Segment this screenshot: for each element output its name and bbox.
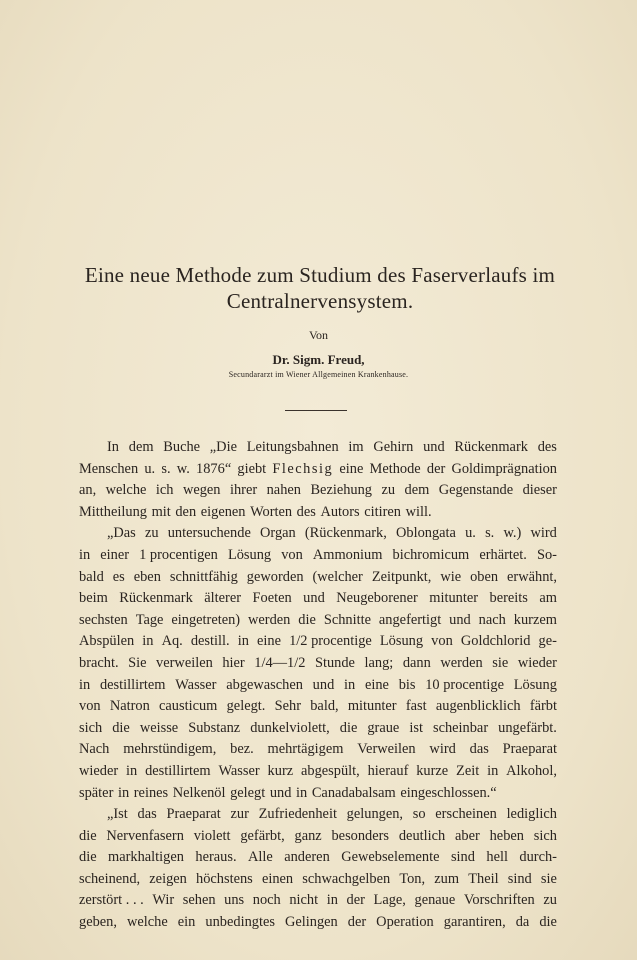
word: lediglich (506, 806, 557, 823)
word: die (79, 849, 97, 866)
word: sind (507, 870, 532, 887)
word: wieder (79, 762, 119, 779)
word: im (348, 439, 364, 455)
word: Alle (248, 849, 273, 866)
word: nicht (289, 892, 319, 909)
word: Autors (320, 503, 360, 520)
word: des (296, 503, 316, 520)
word: ich (155, 482, 174, 499)
word: durch- (519, 849, 557, 866)
word: wegen (182, 482, 221, 499)
word: fast (405, 698, 427, 715)
word: zeigen (149, 870, 187, 887)
word: kurz (267, 762, 294, 779)
word: Operation (376, 914, 434, 931)
word: am (539, 590, 557, 607)
word: hell (486, 849, 508, 866)
word: aber (455, 827, 480, 844)
word: und (269, 784, 292, 801)
word: sie (492, 654, 509, 671)
word: nach (478, 611, 506, 628)
word: sind (450, 849, 475, 866)
word: welche (105, 482, 147, 499)
word: In (107, 439, 119, 455)
word: Goldimprägnation (451, 460, 557, 477)
word: Buche (163, 439, 201, 455)
word: dunkelviolett, (250, 719, 330, 736)
word: citiren (364, 503, 401, 520)
body-line (79, 847, 557, 869)
word: werden (440, 654, 483, 671)
word: ganz (294, 827, 322, 844)
word: graue (367, 719, 400, 736)
word: „Die (209, 439, 237, 455)
word: gelegt (230, 784, 266, 801)
word: ist (409, 719, 423, 736)
word: mit (151, 503, 171, 520)
word: besonders (331, 827, 390, 844)
word: höchstens (196, 870, 253, 887)
title-line-1: Eine neue Methode zum Studium des Faserverlaufs im (84, 263, 556, 287)
word: nahen (266, 482, 301, 499)
word: unbedingtes (205, 914, 275, 931)
word: eine (257, 633, 281, 650)
word: Zeitpunkt, (371, 568, 432, 585)
word: Lösung (379, 633, 424, 650)
word: des (537, 439, 557, 455)
word: abgewaschen (226, 676, 303, 693)
word: Flechsig (272, 460, 334, 477)
word: Canadabalsam (311, 784, 396, 801)
word: mitunter (347, 698, 397, 715)
word: Lösung (513, 676, 557, 693)
word: scheinbar (432, 719, 489, 736)
word: bez. (230, 741, 254, 758)
word: s. (485, 525, 495, 542)
word: wird (429, 741, 456, 758)
word: destill. (190, 633, 230, 650)
word: dem (128, 439, 154, 455)
word: Ammonium (312, 546, 383, 563)
word: Mittheilung (79, 503, 147, 520)
word: w.) (503, 525, 522, 542)
word: da (515, 914, 530, 931)
word: gelegt. (226, 698, 266, 715)
word: Gegenstande (438, 482, 514, 499)
word: 1876“ (196, 460, 232, 477)
word: 1/2 procentige (289, 633, 372, 650)
word: Beziehung (310, 482, 372, 499)
word: Sie (128, 654, 147, 671)
word: erhärtet. (479, 546, 527, 563)
word: Schnitte (323, 611, 371, 628)
word: (Rückenmark, (304, 525, 387, 542)
word: das (469, 741, 489, 758)
word: der (426, 460, 446, 477)
word: noch (252, 892, 281, 909)
word: Neugeborener (336, 590, 418, 607)
word: destillirtem (99, 676, 166, 693)
word: will. (405, 503, 432, 520)
body-line (79, 523, 557, 545)
word: sie (540, 870, 557, 887)
word: markhaltigen (108, 849, 184, 866)
body-line (79, 890, 557, 912)
word: eingeschlossen.“ (400, 784, 497, 801)
body-line (79, 826, 557, 848)
word: schwachgelben (302, 870, 391, 887)
word: Wasser (218, 762, 260, 779)
word: Substanz (188, 719, 241, 736)
word: verweilen (156, 654, 213, 671)
word: mehrstündigem, (123, 741, 217, 758)
word: weisse (139, 719, 179, 736)
body-line (79, 480, 557, 502)
body-line (79, 869, 557, 891)
word: 10 procentige (425, 676, 504, 693)
word: Gewebselemente (341, 849, 440, 866)
word: in (142, 633, 154, 650)
word: einer (100, 546, 130, 563)
body-line (79, 437, 557, 459)
word: der (347, 914, 367, 931)
body-line (79, 459, 557, 481)
word: in (79, 546, 91, 563)
word: Organ (260, 525, 296, 542)
word: hier (222, 654, 245, 671)
word: und (423, 439, 445, 455)
word: sechsten (79, 611, 128, 628)
body-line (79, 545, 557, 567)
word: und (312, 676, 335, 693)
word: ein (177, 914, 196, 931)
body-line (79, 653, 557, 675)
word: kurze (416, 762, 449, 779)
word: erscheinen (435, 806, 497, 823)
word: das (137, 806, 157, 823)
word: eine (364, 676, 389, 693)
word: wie (440, 568, 462, 585)
word: bald, (310, 698, 339, 715)
word: Methode (369, 460, 421, 477)
word: garantiren, (443, 914, 506, 931)
word: Gelingen (284, 914, 338, 931)
word: in (126, 762, 138, 779)
word: ge- (538, 633, 557, 650)
word: Menschen (79, 460, 139, 477)
word: causticum (159, 698, 218, 715)
word: Sehr (274, 698, 301, 715)
word: älterer (204, 590, 242, 607)
word: in (344, 676, 356, 693)
word: anderen (284, 849, 330, 866)
word: eben (133, 568, 161, 585)
word: später (79, 784, 114, 801)
title-line-2: Centralnervensystem. (226, 289, 414, 313)
body-line (79, 675, 557, 697)
word: eine (339, 460, 364, 477)
word: mehrtägigem (267, 741, 344, 758)
word: deutlich (398, 827, 446, 844)
word: violett (193, 827, 231, 844)
word: werden (248, 611, 291, 628)
word: Worten (250, 503, 293, 520)
word: zu (381, 482, 396, 499)
word: Natron (109, 698, 150, 715)
word: bald (79, 568, 104, 585)
word: zu (543, 892, 557, 909)
word: Gehirn (373, 439, 414, 455)
body-line (79, 610, 557, 632)
word: den (175, 503, 197, 520)
word: dieser (522, 482, 557, 499)
word: „Das (107, 525, 136, 542)
word: die (298, 611, 316, 628)
word: Nelkenöl (172, 784, 226, 801)
word: einen (261, 870, 294, 887)
word: mitunter (429, 590, 479, 607)
word: in (326, 892, 338, 909)
word: Ton, (399, 870, 426, 887)
word: destillirtem (145, 762, 211, 779)
word: sich (79, 719, 103, 736)
word: geben, (79, 914, 117, 931)
word: Rückenmark (454, 439, 528, 455)
word: 1/4—1/2 (254, 654, 306, 671)
body-text (79, 437, 557, 934)
byline-von: Von (308, 328, 329, 342)
word: eigenen (200, 503, 246, 520)
word: giebt (237, 460, 267, 477)
word: „Ist (107, 806, 128, 823)
body-line (79, 631, 557, 653)
article-title (60, 262, 580, 314)
word: Verweilen (357, 741, 416, 758)
word: heben (489, 827, 524, 844)
word: Praeparat (502, 741, 557, 758)
word: dann (402, 654, 431, 671)
word: Lösung (227, 546, 272, 563)
word: sich (533, 827, 557, 844)
word: und (303, 590, 325, 607)
word: wieder (517, 654, 557, 671)
word: bracht. (79, 654, 119, 671)
word: so (412, 806, 426, 823)
word: Zufriedenheit (258, 806, 337, 823)
word: Leitungsbahnen (246, 439, 339, 455)
word: Praeparat (166, 806, 221, 823)
word: So- (536, 546, 557, 563)
body-line (79, 588, 557, 610)
word: hierauf (367, 762, 409, 779)
word: abgespült, (300, 762, 360, 779)
word: (welcher (312, 568, 363, 585)
word: scheinend, (79, 870, 141, 887)
word: in (79, 676, 91, 693)
word: s. (161, 460, 171, 477)
word: oben (470, 568, 499, 585)
word: Foeten (252, 590, 292, 607)
body-line (79, 739, 557, 761)
body-line (79, 718, 557, 740)
body-line (79, 783, 557, 805)
word: genaue (414, 892, 456, 909)
word: Wasser (175, 676, 217, 693)
word: an, (79, 482, 97, 499)
body-line (79, 567, 557, 589)
word: Nervenfasern (106, 827, 184, 844)
title-divider (285, 410, 347, 411)
word: Wir (152, 892, 175, 909)
word: erwähnt, (507, 568, 557, 585)
word: Zeit (456, 762, 480, 779)
word: reines (133, 784, 169, 801)
word: von (79, 698, 101, 715)
word: heraus. (195, 849, 237, 866)
word: bichromicum (392, 546, 470, 563)
word: kurzem (513, 611, 557, 628)
word: geworden (246, 568, 304, 585)
word: die (339, 719, 358, 736)
word: in (487, 762, 499, 779)
word: schnittfähig (169, 568, 238, 585)
word: sehen (182, 892, 216, 909)
word: wird (530, 525, 557, 542)
word: Tage (135, 611, 164, 628)
word: zu (144, 525, 159, 542)
word: es (112, 568, 125, 585)
word: Stunde (314, 654, 355, 671)
word: Oblongata (395, 525, 456, 542)
word: angefertigt (378, 611, 442, 628)
word: augenblicklich (435, 698, 521, 715)
word: Vorschriften (463, 892, 535, 909)
body-line (79, 502, 557, 524)
word: beim (79, 590, 108, 607)
word: 1 procentigen (139, 546, 218, 563)
word: die (112, 719, 130, 736)
word: von (431, 633, 453, 650)
word: Alkohol, (506, 762, 557, 779)
word: bereits (489, 590, 528, 607)
word: gefärbt, (240, 827, 285, 844)
word: in (237, 633, 249, 650)
body-line (79, 804, 557, 826)
word: gelungen, (346, 806, 404, 823)
word: bis (398, 676, 416, 693)
word: u. (465, 525, 476, 542)
author-name: Dr. Sigm. Freud, (272, 352, 365, 367)
word: Rückenmark (119, 590, 193, 607)
word: eingetreten) (171, 611, 241, 628)
word: in (117, 784, 130, 801)
word: die (79, 827, 97, 844)
word: Goldchlorid (460, 633, 531, 650)
word: welche (127, 914, 168, 931)
word: die (539, 914, 557, 931)
author-affiliation: Secundararzt im Wiener Allgemeinen Krankenhause. (228, 370, 409, 379)
word: zur (230, 806, 249, 823)
word: untersuchende (167, 525, 251, 542)
word: zum (434, 870, 460, 887)
body-line (79, 761, 557, 783)
word: Nach (79, 741, 110, 758)
word: Aq. (161, 633, 183, 650)
word: Abspülen (79, 633, 135, 650)
word: dem (404, 482, 430, 499)
body-line (79, 912, 557, 934)
word: von (281, 546, 303, 563)
word: uns (224, 892, 245, 909)
body-line (79, 696, 557, 718)
word: in (296, 784, 308, 801)
word: Theil (468, 870, 499, 887)
word: färbt (529, 698, 557, 715)
word: der (346, 892, 365, 909)
word: w. (176, 460, 190, 477)
word: und (449, 611, 471, 628)
word: Lage, (373, 892, 406, 909)
word: lang; (364, 654, 394, 671)
word: ihrer (229, 482, 258, 499)
word: ungefärbt. (498, 719, 557, 736)
word: zerstört . . . (79, 892, 144, 909)
word: u. (144, 460, 156, 477)
